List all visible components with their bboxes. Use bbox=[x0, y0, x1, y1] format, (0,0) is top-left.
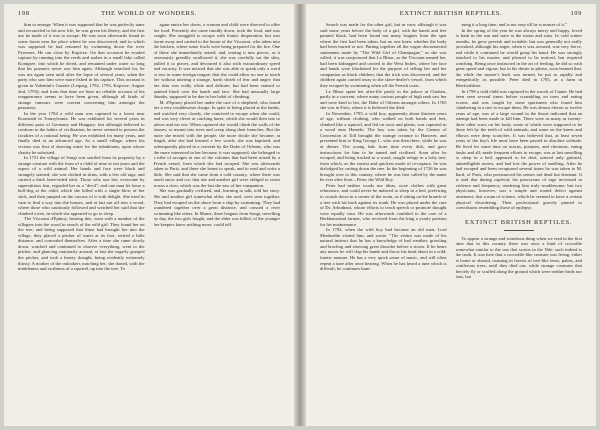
paragraph: again entice her down, a woman and child were directed to offer her food. Presently she came timidly down, took the food, and was caught. She struggled to escape with frantic desperation, but was borne away and carried to the house of the Viscount, who taken into the kitchen, where some fowls were being prepared for the fire. One of these she immediately seized, and, tearing it into pieces, as it ravenously greedily swallowed it, she was carefully sat the skin, pulled it to pieces, and devoured it also with extraordinary speed and voracity. It was noticed that she was able to speak only a word or two in some foreign tongue; that she could allow no one to touch her without uttering a strange, harsh shriek of fear and anger; that her skin was really white and delicate, but had been stained or painted black over the hands and face. She had unusually large thumbs, supposed to be due to her habit of climbing. bbox=[153, 22, 280, 100]
left-page bbox=[4, 4, 294, 426]
right-column-1 bbox=[320, 22, 447, 418]
left-page-number: 198 bbox=[18, 10, 30, 17]
paragraph: Peter had neither words nor ideas, wore clothes with great reluctance, and could never be induced to sleep in a bed, preferring to crouch down in a corner of the room, as if sitting on the branch of a tree with his back against its trunk. He was placed under the care of Dr. Arbuthnot, whose efforts to teach speech or promote thought were equally vain. He was afterwards confided to the care of a Berkhamstead farmer, who received from the king a yearly pension for his maintenance. bbox=[320, 182, 447, 227]
right-running-title: EXTINCT BRITISH REPTILES. bbox=[399, 10, 503, 17]
paragraph: ming it a long time, and is not easy till he is master of it." bbox=[461, 22, 567, 27]
left-column-1 bbox=[18, 22, 145, 418]
left-page-header bbox=[18, 10, 280, 20]
paragraph: him to emerge. When it was supposed that he was perfectly tame and reconciled to his new life, he was given his liberty, and the first use he made of it was to escape. He was soon afterwards found in some forest near the place where he was discovered, and in which was supposed he had returned by swimming down the river Pyrenees. He ran close by Kopicze. On that occasion he evaded capture by running into the reeds and rushes in a small lake called Konigsee, into which he dived, and remained under water so long that his pursuers never saw him again. Although searched for, he was not again seen until after the lapse of several years, when the party who saw him were more fished in his capture. This account is given in Valentini's Gazette (Leipzig, 1792, 1793, Kopicze, August 2nd, 1793); and from that time we have no reliable account of his reappearance seems to have been given, although all kinds of strange rumours were current concerning him amongst the peasantry. bbox=[18, 22, 145, 111]
section-rule bbox=[504, 230, 534, 231]
paragraph: To appear a strange and wondrous thing when we read in the first time that in this country there was once a kind of crocodile somewhat similar to the one that swims in the Nile: such indeed is the truth. It was here that a crocodile-like creature was living, either at home or abroad, roaming in forests of tree-like ferns, palms, and coniferous trees, until they died out; while strange creatures that fiercely fly or scuffed along the ground which were neither birds nor bats, but bbox=[455, 235, 582, 280]
paragraph: In the spring of the year he was always merry and happy, loved to bask in the sun and stare at the moon and stars. In cold winter months, he grew peevish and irritable, but was generally not really provoked, although his anger, when it was aroused, was very fierce, and while it continued he would grasp his hand. He was strongly attached to his master, and pleased to be noticed, but required watching. Being once instructed in the art of feeding, he did so with great speed and vigour; but in his desire to please, soon learned that, the while the master's back was turned, he put as rapidly and energetically as possible. Peter died in 1785, at a farm in Hertfordshire. bbox=[455, 27, 582, 89]
paragraph: She was gradually civilized, and, learning to talk, told her story. She and another girl somewhat older, she said, were seen together. They had escaped on the shore from a ship by swimming. They had wandered together over a great distance, and crossed a river swimming like otters. In Marne, three leagues from Songi, travelling by day, the two girls fought, and the elder was killed; of the younger her keepers knew nothing more, could tell. bbox=[153, 188, 280, 227]
right-column-2 bbox=[456, 22, 583, 418]
paragraph: The Viscount d'Epinoy, hearing this, went with a number of the villagers into the wood in search of the wild girl. They found her on the tree, and being supposed that thirst had brought her into the village, they placed a pitcher of water at its foot, retired a little distance, and concealed themselves. After a time she came slowly down, watched and continued to observe everything, went to the pitcher, and glancing cautiously around, at last she eagerly grasped the pitcher, and took a hearty draught, being evidently extremely thirsty. A mother of the onlookers watching her, she darted, with the nimbleness and swiftness of a squirrel, up into the tree. To bbox=[18, 216, 145, 272]
paragraph: In the year 1784 a wild man was captured in a forest near Kronstadt in Transylvania. He was exhibited for several years in different parts of Germany and Hungary: but although believed to conform to the habits of civilization, he never seemed to possess the faculties of a rational being. He was exhibited for many years, and finally died at an advanced age. As a small village, where his vicious was first of drawing water for the inhabitants, upon whose charity he subsisted. bbox=[18, 110, 145, 155]
paragraph: Search was made for the other girl, but in vain; although it was said some years before the body of a girl, with the hands and feet painted black, had been found not many leagues from the spot where the first had been taken, but no one knew whether the body had been buried or not. Putting together all the vague disconnected statements made by "The Wild Girl of Champagne," as she was called, it was conjectured that Le Blanc, as the Viscount named her, had been kidnapped and carried to the West Indies, where her face and hands were blackened for the purpose of selling her and her companion as black children; that the trick was discovered, and the children again carried away to the slave-dealer's vessel, from which they escaped by swimming when off the French coast. bbox=[320, 22, 447, 89]
left-running-title: THE WORLD OF WONDERS. bbox=[101, 10, 197, 17]
left-column-2 bbox=[154, 22, 281, 418]
paragraph: M. d'Epinoy placed her under the care of a shepherd, who found her a very troublesome charge. In spite of being placed at the lambs, and watched very closely, she contrived to escape when she could, and was very clever at catching hares, which she would then tear to pieces and eat raw. When captured she would climb the walls of the houses, or mount into trees and creep along their branches. But the more she mixed with the people, the more docile she became; at length, after she had learned a few words, she was baptized, and subsequently placed in a convent by the Duke of Orleans, who was the more interested in her because, it was supposed, she belonged to a tribe of savages in one of the colonies that had been seized by a French vessel, from which she had escaped. She was afterwards taken to Paris, and there she learnt to speak, and to read and write a little. She said that she came from a cold country, where there was much snow and ice; that she and another girl were obliged to swim across a river, which was the last she saw of her companion. bbox=[153, 99, 280, 188]
paragraph: Le Blanc spent her after-life partly in the palace at Chalons, partly in a convent, where many curious people of high rank saw her and were kind to her, the Duke of Orleans amongst others. In 1765 she was in Paris, where it is believed she died. bbox=[320, 88, 447, 111]
right-page bbox=[306, 4, 596, 426]
right-page-header bbox=[320, 10, 582, 20]
section-heading: EXTINCT BRITISH REPTILES. bbox=[465, 218, 573, 226]
paragraph: In 1731 the village of Songi was startled from its propriety by a strange creature with the form of a child of nine or ten years and the aspect of a wild animal. Her hands and face were black and strangely stained; she was clothed in skins, with a few old rags, and carried a thick knee-sided stick. Those who saw her, overcome by superstitious fear, regarded her as a "devil"; and one man let loose a bull-dog at the child, which she killed with a single blow of her stick, and then jumped on the carcass of it with delight. She tried in vain to find a way into the houses, and at last ran off into a wood, where those who cautiously followed and watched her said that she climbed a tree, in which she appeared to go to sleep. bbox=[18, 155, 145, 216]
paragraph: In November, 1795, a wild boy, apparently about thirteen years of age, without clothing, who walked on both hands and feet, climbed like a squirrel, and fed on roots and plants, was captured in a wood near Hameln. The boy was taken by the Canton of Concession at Toll brought the strange creature to Hanover, and presented him to King George I., who was then there, while he was at dinner. The young lads from time every dish, and gave instructions for him to be tamed and civilized. Soon after he escaped, and being tracked to a wood, sought refuge in a lofty tree, from which, as the easiest and quickest mode of re-capture, he was dislodged by cutting down the tree. In the beginning of 1726 he was brought over to this country, where he was first called by the name he ever after bore—Peter, the Wild Boy. bbox=[320, 110, 447, 183]
book-gutter bbox=[294, 4, 306, 426]
right-page-number: 199 bbox=[570, 10, 582, 17]
paragraph: In 1782, when the wild boy had become an old man, Lord Monboddo visited him, and wrote: "The visitor was made of his natural instinct that he has a knowledge of bad weather, growling and howling and showing great disorder before a storm. If he hears any music he will clap his hands and throw his head about in a wild, frantic manner. He has a very quick sense of music, and will often repeat a tune after once hearing. When he has heard a tune which is difficult, he continues hum- bbox=[320, 227, 447, 272]
paragraph: In 1798 a wild child was captured in the woods of Caune. He had been seen several times before scrambling on trees and eating acorns, and was caught by some sportsmen who found him clambering in a tree to escape them. He was almost eleven or twelve years of age, was of a large wound in the throat indicated that an attempt had been made to kill him. There were as many as twenty-three other scars on his body, some of which were supposed to be those left by the teeth of wild animals, and some on the knees and elbows were deep scratches. It was believed that, at least seven years of the boy's life must have been passed in absolute solitude. He lived for some time on acorns, potatoes, and chestnuts, eating husks and all; made frequent efforts to escape, was at last unwilling to sleep in a bed, appeared to be deaf, uttered only guttural, unintelligible noises, and had lost the power of smelling. After he had escaped and been recaptured several times he was taken to M. Itard, of Paris, who pronounced his senses not dead but dormant. It is said that during captivity his paroxysms of rage increased in violence and frequency, rendering him truly troublesome; but two physicians, however, was a simple and rooted defect against treatment; that a man of science, which he seemed to have a certain physical disordering. Their professional gravely pinned to convulsions resembling those of epilepsy. bbox=[455, 88, 582, 211]
